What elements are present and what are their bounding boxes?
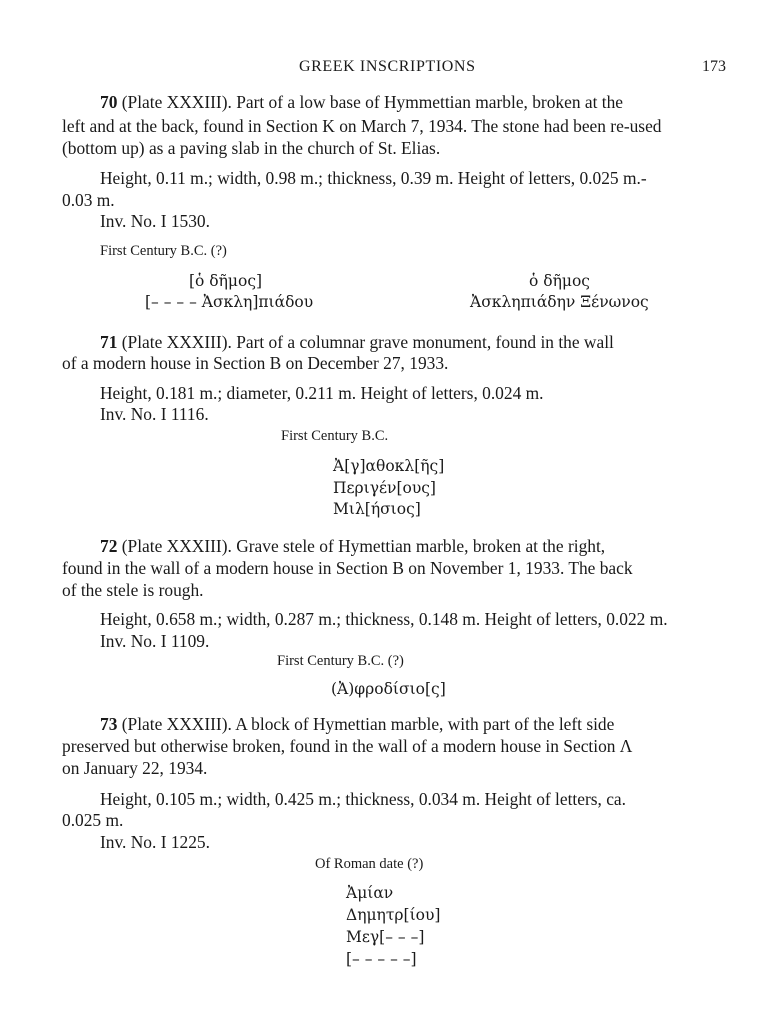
- entry-70-dims-line-1: Height, 0.11 m.; width, 0.98 m.; thickness, 0.39 m. Height of letters, 0.025 m.-: [100, 168, 647, 188]
- entry-73-desc-line-3: on January 22, 1934.: [62, 758, 208, 778]
- entry-73-date: Of Roman date (?): [315, 856, 424, 872]
- entry-70-text-left-1: [ὁ δῆμος]: [189, 272, 263, 290]
- page-number: 173: [702, 58, 726, 75]
- entry-71-dims-line-1: Height, 0.181 m.; diameter, 0.211 m. Height of letters, 0.024 m.: [100, 383, 544, 403]
- entry-71-desc-line-1: 71 (Plate XXXIII). Part of a columnar grave monument, found in the wall: [100, 332, 614, 352]
- entry-73-text-3: Μεγ[– – –]: [346, 928, 425, 946]
- entry-73-dims-line-1: Height, 0.105 m.; width, 0.425 m.; thickness, 0.034 m. Height of letters, ca.: [100, 789, 626, 809]
- entry-71-date: First Century B.C.: [281, 428, 389, 444]
- entry-72-text-1: (Ἀ)φροδίσιο[ς]: [331, 680, 446, 698]
- entry-70-date: First Century B.C. (?): [100, 243, 227, 259]
- entry-number: 73: [100, 714, 118, 734]
- entry-73-desc-line-2: preserved but otherwise broken, found in the wall of a modern house in Section Λ: [62, 736, 633, 756]
- entry-73-text-2: Δημητρ[ίου]: [346, 906, 441, 924]
- entry-72-desc-line-3: of the stele is rough.: [62, 580, 204, 600]
- entry-70-text-right-2: Ἀσκληπιάδην Ξένωνος: [470, 293, 649, 311]
- entry-70-desc-line-2: left and at the back, found in Section K on March 7, 1934. The stone had been re-used: [62, 116, 662, 136]
- entry-71-desc-line-2: of a modern house in Section B on December 27, 1933.: [62, 353, 449, 373]
- entry-73-text-1: Ἀμίαν: [346, 884, 394, 902]
- entry-number: 70: [100, 92, 118, 112]
- entry-71-text-3: Μιλ[ήσιος]: [333, 500, 421, 518]
- entry-70-desc-line-1: 70 (Plate XXXIII). Part of a low base of Hymmettian marble, broken at the: [100, 92, 624, 112]
- entry-70-dims-line-2: 0.03 m.: [62, 190, 115, 210]
- entry-71-text-1: Ἀ[γ]αθοκλ[ῆς]: [333, 457, 445, 475]
- entry-72-desc-line-2: found in the wall of a modern house in Section B on November 1, 1933. The back: [62, 558, 633, 578]
- entry-72-dims-line-1: Height, 0.658 m.; width, 0.287 m.; thickness, 0.148 m. Height of letters, 0.022 m.: [100, 609, 668, 629]
- entry-72-desc-line-1: 72 (Plate XXXIII). Grave stele of Hymettian marble, broken at the right,: [100, 536, 606, 556]
- running-header: [62, 58, 726, 80]
- entry-72-inv: Inv. No. I 1109.: [100, 631, 210, 651]
- entry-number: 72: [100, 536, 118, 556]
- header-title: GREEK INSCRIPTIONS: [299, 58, 476, 75]
- entry-72-date: First Century B.C. (?): [277, 653, 404, 669]
- entry-73-text-4: [– – – – –]: [346, 950, 417, 968]
- entry-70-text-left-2: [– – – – Ἀσκλη]πιάδου: [145, 293, 314, 311]
- entry-73-dims-line-2: 0.025 m.: [62, 810, 124, 830]
- entry-73-desc-line-1: 73 (Plate XXXIII). A block of Hymettian marble, with part of the left side: [100, 714, 615, 734]
- entry-71-text-2: Περιγέν[ους]: [333, 479, 436, 497]
- entry-70-desc-line-3: (bottom up) as a paving slab in the church of St. Elias.: [62, 138, 441, 158]
- entry-70-text-right-1: ὁ δῆμος: [529, 272, 590, 290]
- entry-70-inv: Inv. No. I 1530.: [100, 211, 210, 231]
- entry-number: 71: [100, 332, 118, 352]
- entry-71-inv: Inv. No. I 1116.: [100, 404, 209, 424]
- entry-73-inv: Inv. No. I 1225.: [100, 832, 210, 852]
